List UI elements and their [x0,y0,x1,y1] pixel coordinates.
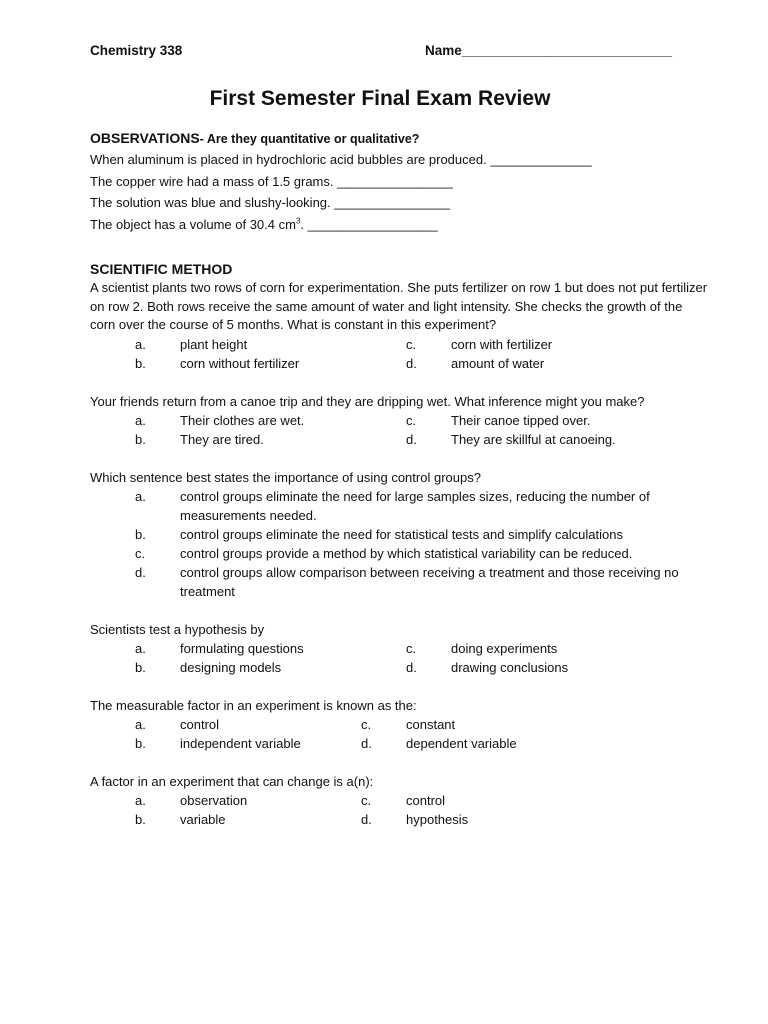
option-text: control groups eliminate the need for large samples sizes, reducing the number of measurements needed. [180,488,650,523]
question-text: Scientists test a hypothesis by [90,621,265,637]
observations-heading-text: OBSERVATIONS [90,130,200,146]
page-title: First Semester Final Exam Review [209,87,551,110]
option-row [90,411,710,430]
option-letter: c. [406,640,417,656]
question-text: A scientist plants two rows of corn for experimentation. She puts fertilizer on row 1 but does not put fertilizer on row 2. Both rows receive the same amount of water and light intensity. She checks the growth of the corn over the course of 5 months. What is constant in this experiment? [90,280,708,332]
option-text: hypothesis [406,811,469,827]
option-letter: c. [406,412,417,428]
option-text: variable [180,811,226,827]
scientific-method-heading: SCIENTIFIC METHOD [90,261,233,277]
option-row [90,487,710,525]
option-letter: a. [135,412,146,428]
option-letter: b. [135,526,146,542]
option-letter: d. [406,659,417,675]
question-4 [90,620,710,677]
option-row [90,791,710,810]
option-row [90,658,710,677]
observations-heading [90,128,710,149]
option-letter: d. [361,735,372,751]
option-letter: d. [406,431,417,447]
question-2 [90,392,710,449]
option-letter: a. [135,336,146,352]
option-text: plant height [180,336,248,352]
option-text: Their clothes are wet. [180,412,305,428]
question-text: A factor in an experiment that can change is a(n): [90,773,374,789]
option-row [90,335,710,354]
option-letter: d. [135,564,146,580]
option-letter: a. [135,488,146,504]
option-letter: a. [135,792,146,808]
student-name-field: Name____________________________ [425,43,672,58]
option-text: control [180,716,220,732]
option-row [90,563,710,601]
question-1 [90,279,710,373]
page-header [90,40,710,62]
option-text: doing experiments [451,640,558,656]
observation-item: When aluminum is placed in hydrochloric acid bubbles are produced. ______________ [90,152,592,167]
option-letter: c. [361,716,372,732]
option-row [90,544,710,563]
option-text: corn without fertilizer [180,355,300,371]
option-text: independent variable [180,735,301,751]
observation-item: The solution was blue and slushy-looking. ________________ [90,195,450,210]
option-letter: c. [361,792,372,808]
option-text: amount of water [451,355,545,371]
option-letter: a. [135,716,146,732]
question-text: Which sentence best states the importance of using control groups? [90,469,481,485]
option-text: control groups allow comparison between receiving a treatment and those receiving no treatment [180,564,679,599]
course-label: Chemistry 338 [90,43,183,58]
option-text: corn with fertilizer [451,336,553,352]
option-text: They are skillful at canoeing. [451,431,616,447]
option-row [90,639,710,658]
question-3 [90,468,710,601]
option-text: They are tired. [180,431,264,447]
option-text: designing models [180,659,282,675]
option-text: constant [406,716,456,732]
option-text: control groups eliminate the need for statistical tests and simplify calculations [180,526,623,542]
option-row [90,430,710,449]
option-letter: b. [135,659,146,675]
option-row [90,715,710,734]
observation-item-text: The object has a volume of 30.4 cm [90,216,296,232]
option-letter: b. [135,735,146,751]
observations-subheading: - Are they quantitative or qualitative? [199,132,420,146]
observation-item [90,214,710,236]
option-letter: b. [135,431,146,447]
question-6 [90,772,710,829]
option-letter: b. [135,811,146,827]
option-letter: b. [135,355,146,371]
option-row [90,525,710,544]
option-text: drawing conclusions [451,659,569,675]
option-letter: d. [361,811,372,827]
question-text: Your friends return from a canoe trip and they are dripping wet. What inference might you make? [90,393,645,409]
question-5 [90,696,710,753]
option-text: control groups provide a method by which statistical variability can be reduced. [180,545,633,561]
option-text: Their canoe tipped over. [451,412,591,428]
superscript-exponent: 3 [295,216,301,226]
option-row [90,354,710,373]
question-text: The measurable factor in an experiment is known as the: [90,697,417,713]
option-text: control [406,792,446,808]
option-text: formulating questions [180,640,304,656]
option-letter: d. [406,355,417,371]
option-letter: c. [406,336,417,352]
option-letter: c. [135,545,146,561]
option-text: observation [180,792,248,808]
observation-item-blank: . __________________ [300,216,438,232]
option-text: dependent variable [406,735,517,751]
option-row [90,734,710,753]
option-letter: a. [135,640,146,656]
option-row [90,810,710,829]
observation-item: The copper wire had a mass of 1.5 grams. ________________ [90,173,453,189]
